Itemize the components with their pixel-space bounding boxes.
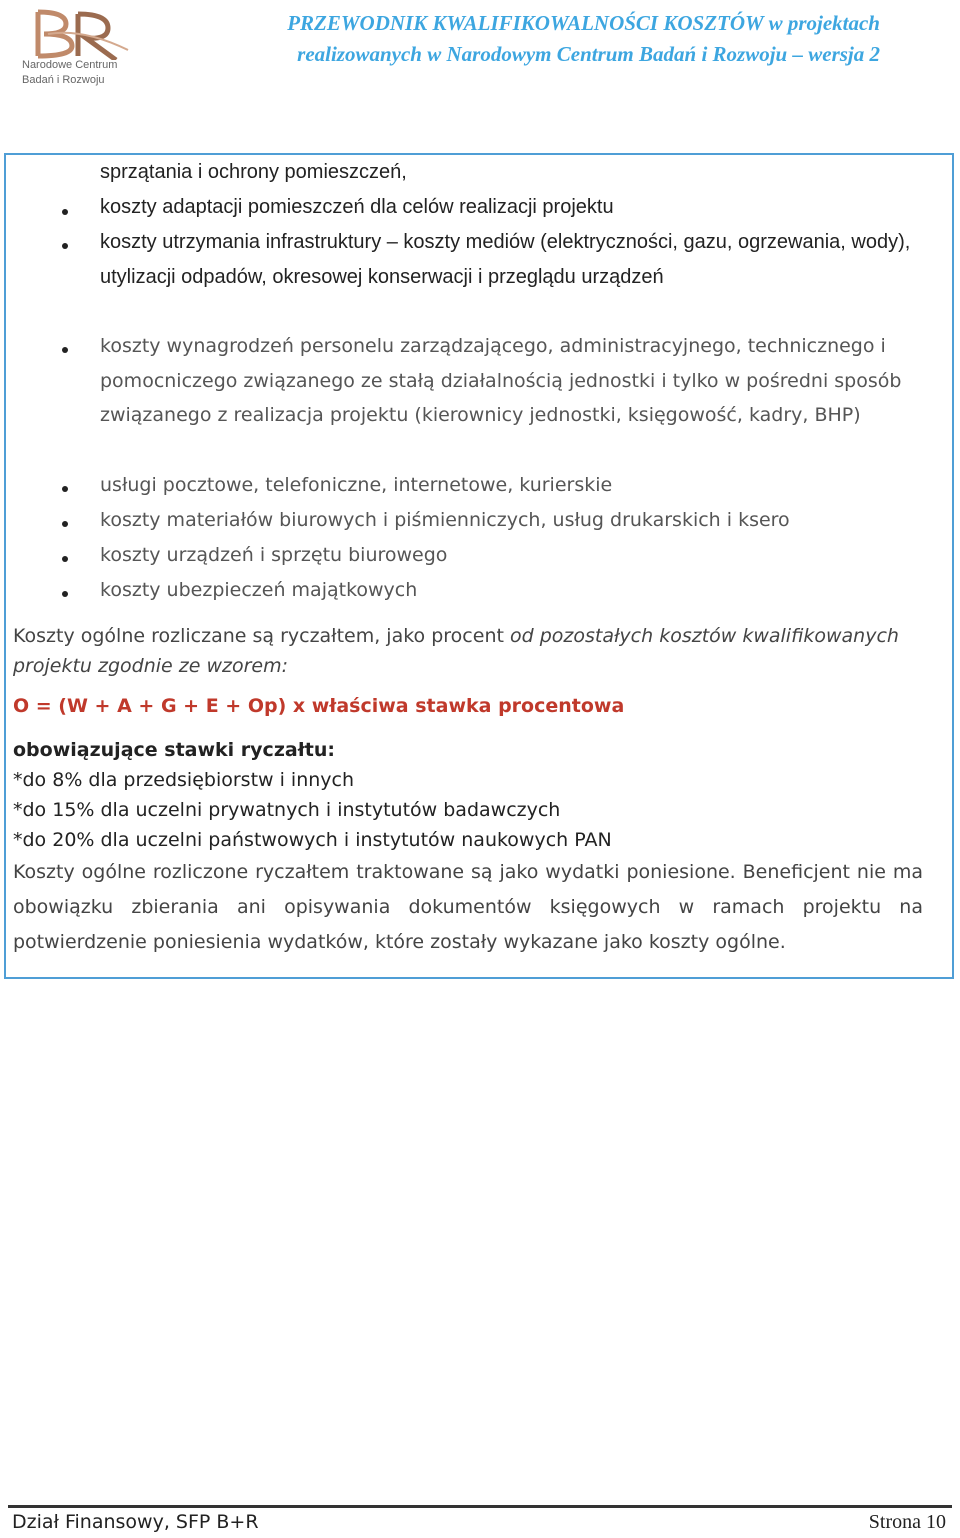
document-header-title — [120, 8, 880, 70]
rates-heading: obowiązujące stawki ryczałtu: — [13, 739, 335, 761]
bullet-icon — [62, 209, 68, 215]
bullet-icon — [62, 521, 68, 527]
rate-line: *do 20% dla uczelni państwowych i instytutów naukowych PAN — [13, 829, 612, 851]
list-item: koszty urządzeń i sprzętu biurowego — [100, 544, 448, 566]
content-box — [4, 153, 954, 979]
bullet-icon — [62, 591, 68, 597]
list-item: koszty wynagrodzeń personelu zarządzającego, administracyjnego, technicznego i pomocniczego związanego ze stałą działalnością jednostki i tylko w pośredni sposób związanego z realizacja projektu (kierownicy jednostki, księgowość, kadry, BHP) — [100, 335, 902, 427]
list-item: koszty adaptacji pomieszczeń dla celów realizacji projektu — [100, 196, 614, 218]
bullet-icon — [62, 243, 68, 249]
overhead-formula: O = (W + A + G + E + Op) x właściwa stawka procentowa — [13, 695, 625, 717]
header-title-line1: PRZEWODNIK KWALIFIKOWALNOŚCI KOSZTÓW w projektach — [287, 11, 880, 35]
rate-line: *do 15% dla uczelni prywatnych i instytutów badawczych — [13, 799, 561, 821]
list-item: sprzątania i ochrony pomieszczeń, — [100, 161, 407, 183]
logo-text-line2: Badań i Rozwoju — [22, 74, 105, 86]
list-item: koszty utrzymania infrastruktury – koszty mediów (elektryczności, gazu, ogrzewania, wody), utylizacji odpadów, okresowej konserwacji i przeglądu urządzeń — [100, 231, 911, 288]
closing-paragraph: Koszty ogólne rozliczone ryczałtem traktowane są jako wydatki poniesione. Beneficjent nie ma obowiązku zbierania ani opisywania dokumentów księgowych w ramach projektu na potwierdzenie poniesienia wydatków, które zostały wykazane jako koszty ogólne. — [13, 861, 923, 953]
bullet-icon — [62, 556, 68, 562]
list-item: koszty materiałów biurowych i piśmienniczych, usług drukarskich i ksero — [100, 509, 790, 531]
rate-line: *do 8% dla przedsiębiorstw i innych — [13, 769, 355, 791]
bullet-icon — [62, 347, 68, 353]
list-item: usługi pocztowe, telefoniczne, internetowe, kurierskie — [100, 474, 613, 496]
header-title-line2: realizowanych w Narodowym Centrum Badań i Rozwoju – wersja 2 — [297, 42, 880, 66]
lump-sum-intro — [13, 621, 923, 681]
lump-sum-intro-italic: od pozostałych kosztów kwalifikowanych projektu zgodnie ze wzorem: — [13, 625, 899, 677]
bullet-icon — [62, 486, 68, 492]
logo-text-line1: Narodowe Centrum — [22, 59, 118, 71]
footer-department: Dział Finansowy, SFP B+R — [12, 1511, 259, 1533]
lump-sum-intro-text: Koszty ogólne rozliczane są ryczałtem, jako procent — [13, 625, 510, 647]
footer-divider — [8, 1505, 952, 1508]
footer-page-number: Strona 10 — [868, 1511, 946, 1533]
list-item: koszty ubezpieczeń majątkowych — [100, 579, 418, 601]
